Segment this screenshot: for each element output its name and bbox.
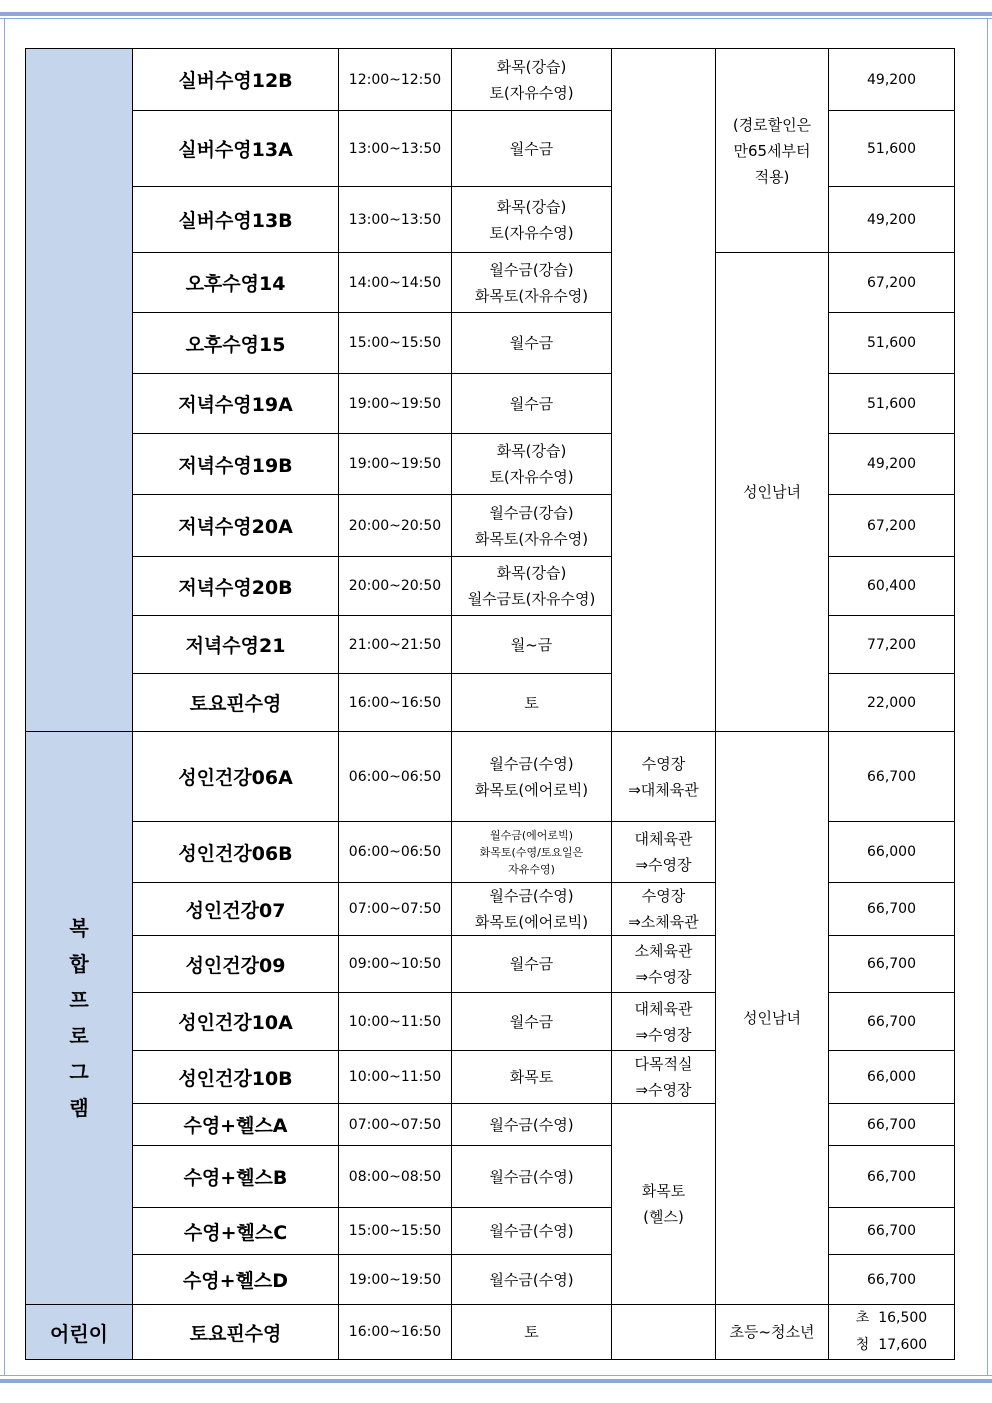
kids-target: 초등~청소년 <box>716 1305 829 1360</box>
program-fee: 66,700 <box>829 1146 955 1208</box>
adult-target: 성인남녀 <box>716 253 829 732</box>
program-fee: 67,200 <box>829 495 955 557</box>
page-right-border <box>987 18 988 1376</box>
program-days: 화목(강습) 토(자유수영) <box>452 434 612 495</box>
program-time: 15:00~15:50 <box>339 313 452 374</box>
program-days: 월수금 <box>452 374 612 434</box>
program-days: 월수금 <box>452 993 612 1051</box>
program-time: 20:00~20:50 <box>339 495 452 557</box>
program-location: 수영장 ⇒소체육관 <box>612 883 716 936</box>
program-name: 수영+헬스C <box>133 1208 339 1255</box>
program-name: 오후수영14 <box>133 253 339 313</box>
program-name: 실버수영13B <box>133 187 339 253</box>
program-name: 토요핀수영 <box>133 1305 339 1360</box>
program-name: 실버수영13A <box>133 111 339 187</box>
program-location: 소체육관 ⇒수영장 <box>612 936 716 993</box>
senior-target-note: (경로할인은 만65세부터 적용) <box>716 49 829 253</box>
program-time: 12:00~12:50 <box>339 49 452 111</box>
program-name: 성인건강06A <box>133 732 339 822</box>
program-time: 16:00~16:50 <box>339 1305 452 1360</box>
program-fee: 66,000 <box>829 1051 955 1104</box>
program-name: 수영+헬스A <box>133 1104 339 1146</box>
program-time: 20:00~20:50 <box>339 557 452 616</box>
program-days: 월수금 <box>452 111 612 187</box>
program-days: 화목(강습) 토(자유수영) <box>452 187 612 253</box>
program-location: 대체육관 ⇒수영장 <box>612 822 716 883</box>
program-time: 14:00~14:50 <box>339 253 452 313</box>
program-time: 06:00~06:50 <box>339 822 452 883</box>
program-time: 07:00~07:50 <box>339 883 452 936</box>
program-days: 월수금(수영) <box>452 1146 612 1208</box>
program-fee: 77,200 <box>829 616 955 674</box>
category-kids: 어린이 <box>26 1305 133 1360</box>
program-name: 저녁수영19B <box>133 434 339 495</box>
category-complex-program: 복 합 프 로 그 램 <box>26 732 133 1305</box>
program-name: 저녁수영19A <box>133 374 339 434</box>
program-fee: 초 16,500 청 17,600 <box>829 1305 955 1360</box>
program-time: 19:00~19:50 <box>339 434 452 495</box>
table-row <box>26 732 955 822</box>
program-days: 화목토 <box>452 1051 612 1104</box>
program-fee: 66,700 <box>829 732 955 822</box>
program-name: 성인건강06B <box>133 822 339 883</box>
program-name: 저녁수영20B <box>133 557 339 616</box>
program-fee: 49,200 <box>829 49 955 111</box>
program-time: 16:00~16:50 <box>339 674 452 732</box>
program-fee: 51,600 <box>829 111 955 187</box>
category-cell-swim <box>26 49 133 732</box>
table-row <box>26 253 955 313</box>
program-time: 13:00~13:50 <box>339 111 452 187</box>
program-days: 월수금(강습) 화목토(자유수영) <box>452 495 612 557</box>
program-name: 오후수영15 <box>133 313 339 374</box>
program-name: 성인건강09 <box>133 936 339 993</box>
program-days: 월수금(에어로빅) 화목토(수영/토요일은 자유수영) <box>452 822 612 883</box>
program-days: 월수금(수영) <box>452 1104 612 1146</box>
program-days: 화목(강습) 토(자유수영) <box>452 49 612 111</box>
program-days: 월수금(수영) 화목토(에어로빅) <box>452 732 612 822</box>
program-days: 토 <box>452 1305 612 1360</box>
program-name: 수영+헬스D <box>133 1255 339 1305</box>
program-name: 성인건강07 <box>133 883 339 936</box>
program-name: 저녁수영20A <box>133 495 339 557</box>
program-fee: 66,700 <box>829 936 955 993</box>
program-time: 13:00~13:50 <box>339 187 452 253</box>
program-fee: 66,700 <box>829 993 955 1051</box>
program-time: 07:00~07:50 <box>339 1104 452 1146</box>
health-location: 화목토 (헬스) <box>612 1104 716 1305</box>
program-time: 19:00~19:50 <box>339 374 452 434</box>
program-days: 월수금 <box>452 313 612 374</box>
program-time: 10:00~11:50 <box>339 1051 452 1104</box>
program-fee: 66,700 <box>829 883 955 936</box>
program-name: 토요핀수영 <box>133 674 339 732</box>
program-fee: 22,000 <box>829 674 955 732</box>
table-row <box>26 49 955 111</box>
location-cell-empty <box>612 49 716 732</box>
program-days: 토 <box>452 674 612 732</box>
page-left-border <box>4 18 5 1376</box>
program-location: 대체육관 ⇒수영장 <box>612 993 716 1051</box>
program-fee: 51,600 <box>829 374 955 434</box>
program-time: 19:00~19:50 <box>339 1255 452 1305</box>
complex-target: 성인남녀 <box>716 732 829 1305</box>
program-fee: 49,200 <box>829 434 955 495</box>
program-name: 성인건강10B <box>133 1051 339 1104</box>
program-fee: 66,700 <box>829 1208 955 1255</box>
program-days: 월수금(수영) <box>452 1208 612 1255</box>
program-fee: 66,000 <box>829 822 955 883</box>
program-fee: 49,200 <box>829 187 955 253</box>
program-name: 저녁수영21 <box>133 616 339 674</box>
program-days: 월수금(수영) <box>452 1255 612 1305</box>
page-top-border <box>0 0 992 20</box>
program-fee: 51,600 <box>829 313 955 374</box>
program-time: 09:00~10:50 <box>339 936 452 993</box>
program-days: 월수금(강습) 화목토(자유수영) <box>452 253 612 313</box>
program-fee: 66,700 <box>829 1104 955 1146</box>
program-days: 월수금(수영) 화목토(에어로빅) <box>452 883 612 936</box>
program-time: 08:00~08:50 <box>339 1146 452 1208</box>
program-location: 다목적실 ⇒수영장 <box>612 1051 716 1104</box>
program-time: 15:00~15:50 <box>339 1208 452 1255</box>
program-name: 성인건강10A <box>133 993 339 1051</box>
program-time: 06:00~06:50 <box>339 732 452 822</box>
program-schedule-table <box>25 48 955 1360</box>
program-fee: 60,400 <box>829 557 955 616</box>
table-row <box>26 1305 955 1360</box>
program-time: 21:00~21:50 <box>339 616 452 674</box>
program-fee: 67,200 <box>829 253 955 313</box>
program-days: 화목(강습) 월수금토(자유수영) <box>452 557 612 616</box>
page-bottom-border <box>0 1375 992 1387</box>
location-cell-empty <box>612 1305 716 1360</box>
program-name: 수영+헬스B <box>133 1146 339 1208</box>
program-name: 실버수영12B <box>133 49 339 111</box>
program-days: 월~금 <box>452 616 612 674</box>
program-location: 수영장 ⇒대체육관 <box>612 732 716 822</box>
program-days: 월수금 <box>452 936 612 993</box>
program-fee: 66,700 <box>829 1255 955 1305</box>
program-time: 10:00~11:50 <box>339 993 452 1051</box>
